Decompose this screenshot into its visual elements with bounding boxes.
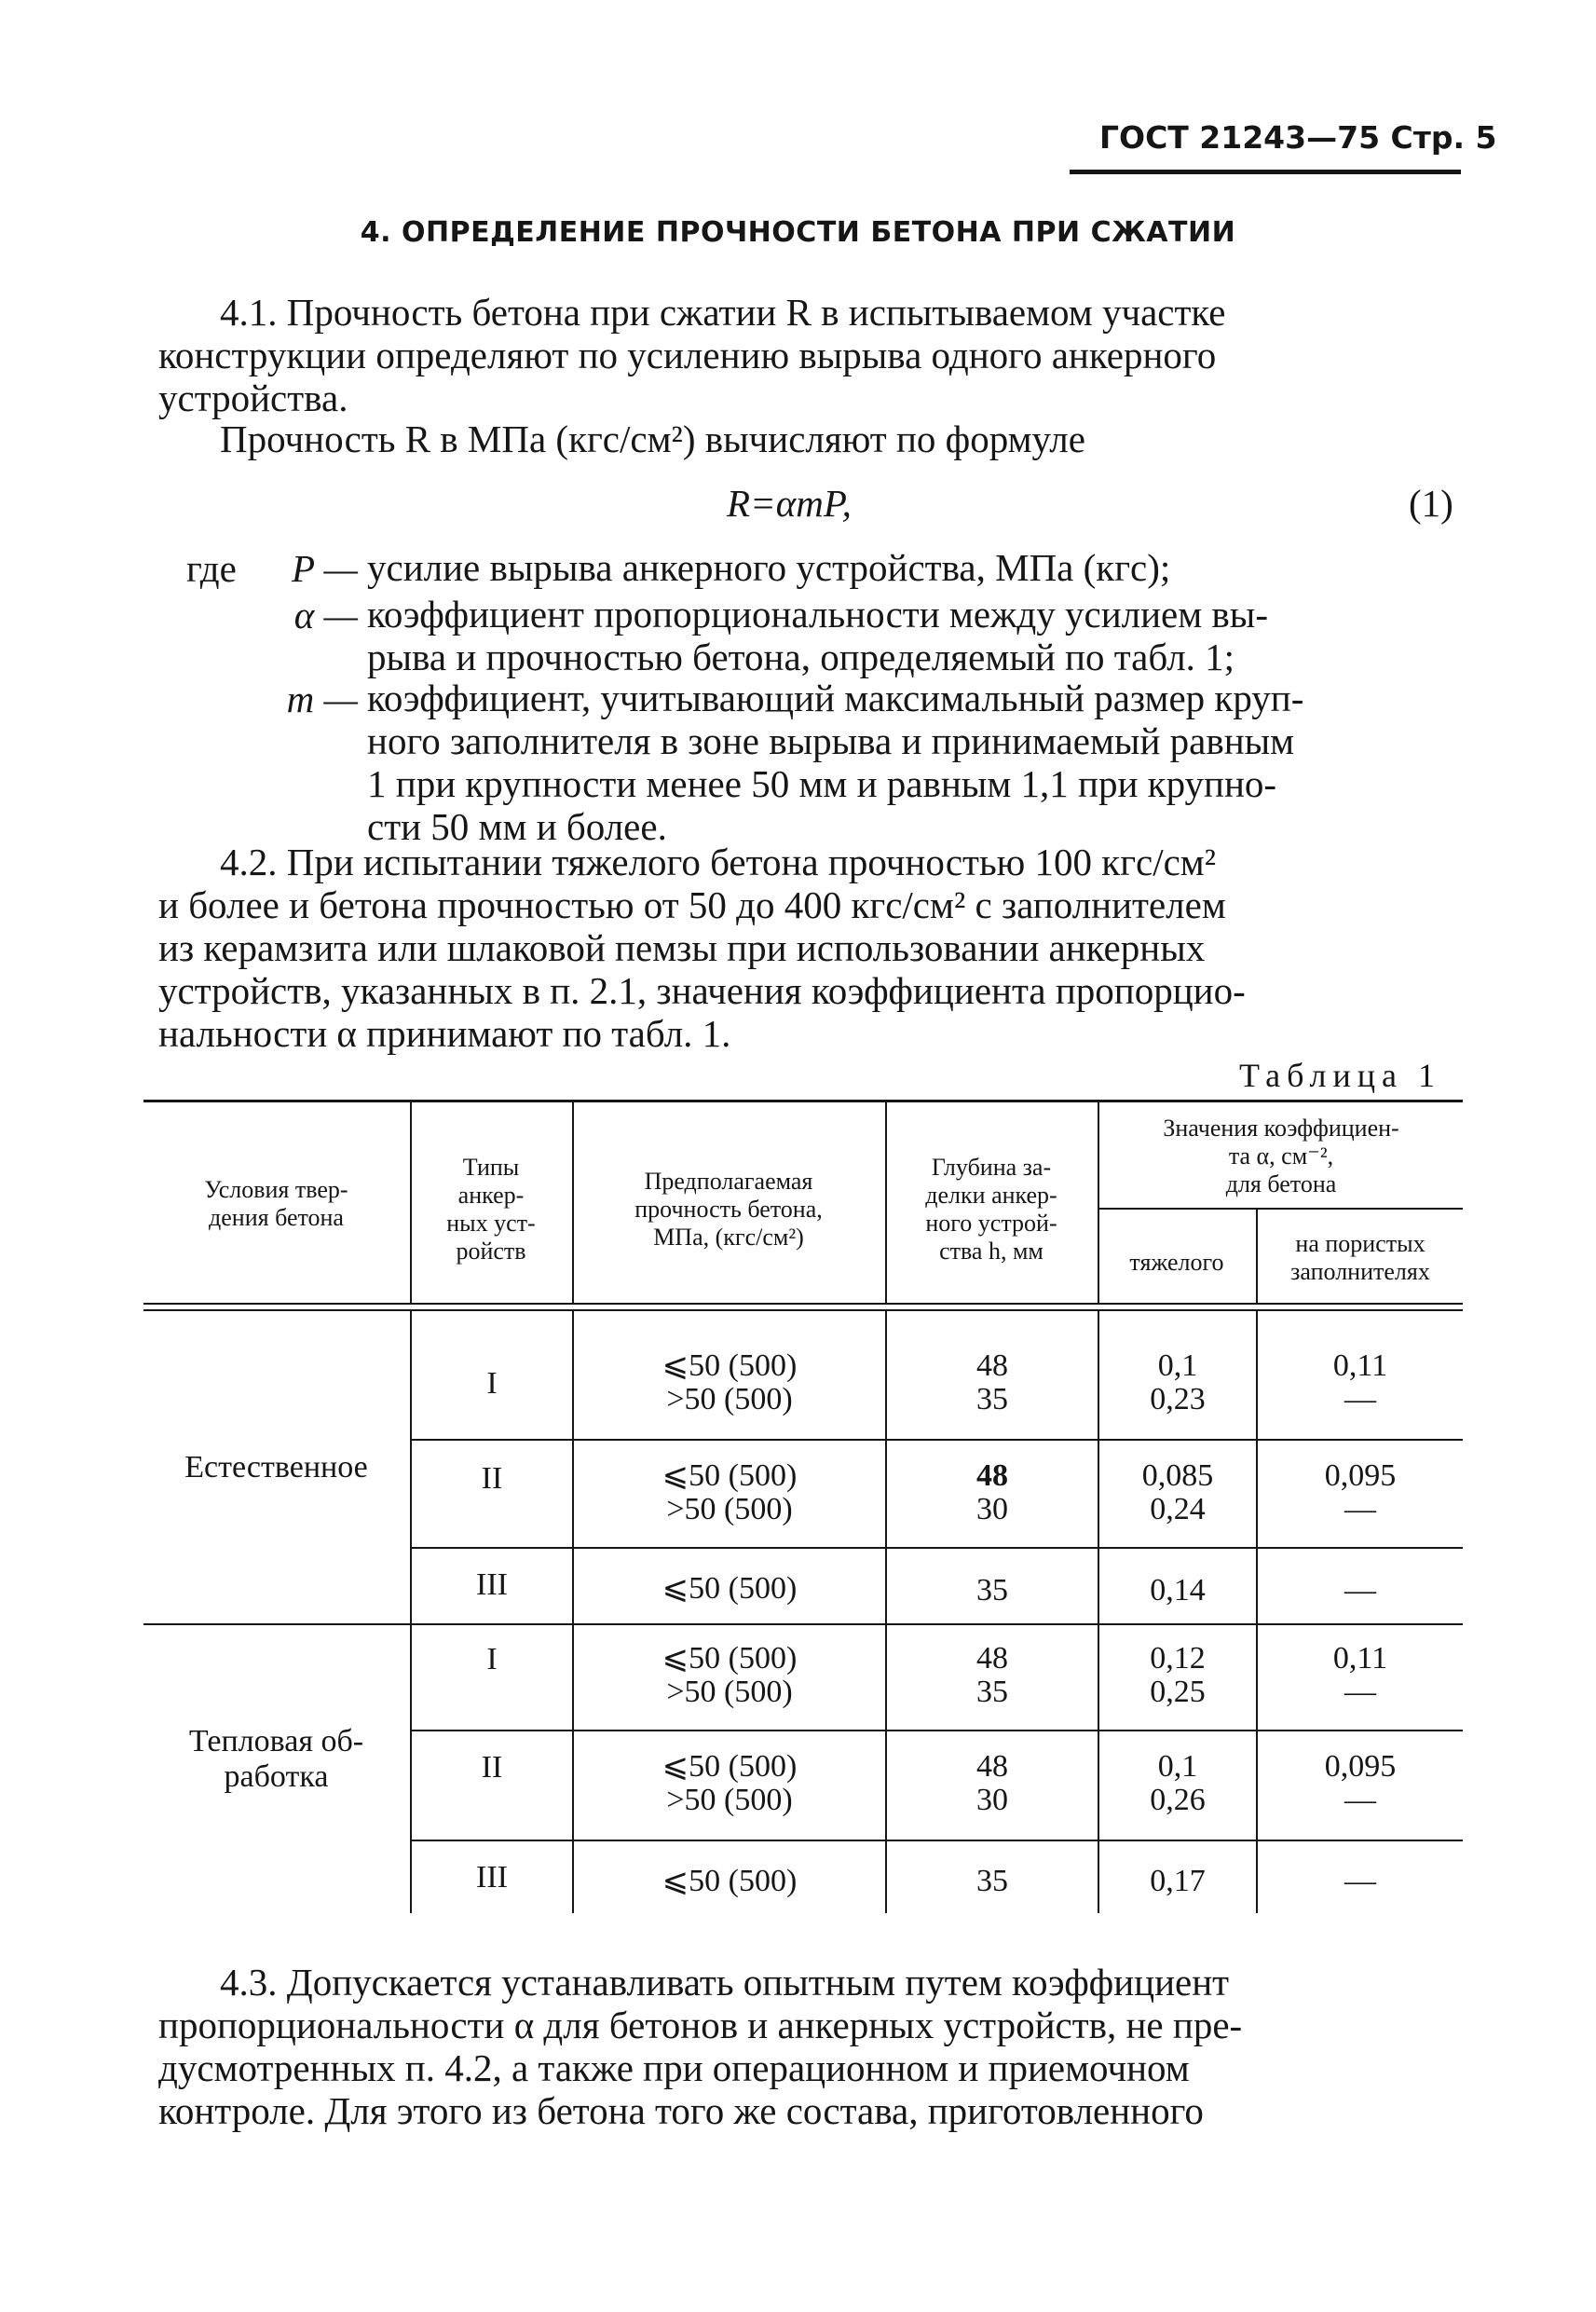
- g2-r1-type: I: [486, 1642, 498, 1676]
- def-symbol-m: m —: [286, 677, 358, 720]
- th-depth: Глубина за- делки анкер- ного устрой- ства h, мм: [925, 1154, 1057, 1265]
- vline-h1: [410, 1102, 412, 1303]
- th-coef: Значения коэффициен- та α, см⁻², для бетона: [1163, 1115, 1399, 1197]
- g1-r3-heavy: 0,14: [1150, 1573, 1206, 1607]
- g1-r3-depth: 35: [976, 1573, 1008, 1607]
- g1-r1-type: I: [486, 1366, 498, 1401]
- def-symbol-alpha: α —: [293, 594, 358, 636]
- g1-r3-type: III: [476, 1567, 508, 1602]
- g2-r2-depth-2: 30: [976, 1783, 1008, 1817]
- def-m-line-2: ного заполнителя в зоне вырыва и принимаемый равным: [367, 719, 1295, 762]
- g2-r3-porous: —: [1344, 1864, 1376, 1898]
- p42-line-4: устройств, указанных в п. 2.1, значения коэффициента пропорцио-: [158, 969, 1246, 1012]
- formula: R=αmP,: [727, 482, 852, 525]
- g2-r1-heavy-1: 0,12: [1150, 1641, 1206, 1676]
- g1-r1-strength: [574, 1349, 885, 1416]
- p41-line-2: конструкции определяют по усилению вырыва одного анкерного: [158, 334, 1217, 376]
- g1-r2-heavy-2: 0,24: [1150, 1492, 1206, 1526]
- g1-r1-heavy-2: 0,23: [1150, 1382, 1206, 1416]
- vline-h2: [572, 1102, 574, 1303]
- g1-r1-strength-2: >50 (500): [666, 1382, 793, 1416]
- group-condition-heat: Тепловая об- работка: [188, 1724, 364, 1794]
- page-header: ГОСТ 21243—75 Стр. 5: [1099, 119, 1497, 156]
- p43-line-4: контроле. Для этого из бетона того же состава, приготовленного: [158, 2089, 1204, 2132]
- g2-r2-type: II: [481, 1750, 503, 1785]
- g2-r1-porous-1: 0,11: [1332, 1641, 1388, 1676]
- g2-r2-strength-1: ⩽50 (500): [662, 1749, 798, 1784]
- g1-r2-strength-2: >50 (500): [666, 1492, 793, 1526]
- p42-line-2: и более и бетона прочностью от 50 до 400 кгс/см² с заполнителем: [158, 883, 1226, 926]
- g2-r1-porous: [1258, 1642, 1463, 1709]
- g2-r2-porous-1: 0,095: [1324, 1749, 1397, 1784]
- g2-r2-heavy: [1099, 1750, 1256, 1817]
- where-label: где: [186, 547, 237, 590]
- g2-r3-strength: ⩽50 (500): [662, 1864, 798, 1898]
- paragraph-4-2: [158, 841, 1463, 1055]
- g1-r2-heavy: [1099, 1459, 1256, 1526]
- p43-line-2: пропорциональности α для бетонов и анкерных устройств, не пре-: [158, 2004, 1243, 2046]
- g1-r2-depth: [887, 1459, 1098, 1526]
- g2-r1-heavy-2: 0,25: [1150, 1675, 1206, 1709]
- hsep-4: [412, 1840, 1463, 1841]
- g2-r2-depth-1: 48: [976, 1749, 1008, 1784]
- hsep-1: [412, 1439, 1463, 1441]
- g1-r1-heavy: [1099, 1349, 1256, 1416]
- vline-h3: [885, 1102, 887, 1303]
- th-heavy: тяжелого: [1129, 1249, 1224, 1276]
- g2-r2-depth: [887, 1750, 1098, 1817]
- def-m-line-3: 1 при крупности менее 50 мм и равным 1,1 при крупно-: [367, 762, 1277, 805]
- g1-r2-strength: [574, 1459, 885, 1526]
- table-header-rule-2: [143, 1309, 1463, 1311]
- g1-r1-depth-1: 48: [976, 1348, 1008, 1383]
- g2-r2-porous: [1258, 1750, 1463, 1817]
- table-header-rule-1: [143, 1303, 1463, 1305]
- g1-r1-porous: [1258, 1349, 1463, 1416]
- g1-r1-heavy-1: 0,1: [1157, 1348, 1198, 1383]
- g1-r2-porous-1: 0,095: [1324, 1458, 1397, 1493]
- def-symbol-p: P —: [291, 547, 358, 590]
- paragraph-4-3: [158, 1961, 1463, 2132]
- g1-r3-strength: ⩽50 (500): [662, 1571, 798, 1606]
- def-alpha-line-1: коэффициент пропорциональности между усилием вы-: [367, 593, 1268, 636]
- g1-r1-depth-2: 35: [976, 1382, 1008, 1416]
- def-m: [367, 677, 1463, 848]
- p42-line-3: из керамзита или шлаковой пемзы при использовании анкерных: [158, 926, 1206, 969]
- g2-r2-strength-2: >50 (500): [666, 1783, 793, 1817]
- paragraph-4-1: [158, 291, 1463, 419]
- header-rule: [1070, 170, 1461, 174]
- g1-r1-porous-2: —: [1344, 1382, 1376, 1416]
- p42-line-1: 4.2. При испытании тяжелого бетона прочностью 100 кгс/см²: [220, 841, 1217, 883]
- g1-r3-porous: —: [1344, 1573, 1376, 1607]
- g2-r2-heavy-1: 0,1: [1157, 1749, 1198, 1784]
- g2-r1-heavy: [1099, 1642, 1256, 1709]
- vline-h5: [1256, 1210, 1258, 1303]
- g1-r2-porous-2: —: [1344, 1492, 1376, 1526]
- th-strength: Предполагаемая прочность бетона, МПа, (кгс/см²): [634, 1168, 823, 1251]
- g1-r1-depth: [887, 1349, 1098, 1416]
- def-p: [367, 546, 1463, 589]
- g2-r3-type: III: [476, 1860, 508, 1895]
- g2-r1-depth-1: 48: [976, 1641, 1008, 1676]
- p41-formula-intro: Прочность R в МПа (кгс/см²) вычисляют по формуле: [220, 417, 1085, 460]
- def-alpha-line-2: рыва и прочностью бетона, определяемый по табл. 1;: [367, 636, 1235, 678]
- g1-r1-porous-1: 0,11: [1332, 1348, 1388, 1383]
- table-caption: Таблица 1: [1239, 1057, 1441, 1094]
- p41-line-3: устройства.: [158, 376, 348, 419]
- def-m-line-4: сти 50 мм и более.: [367, 805, 667, 848]
- p41-line-1: 4.1. Прочность бетона при сжатии R в испытываемом участке: [220, 291, 1226, 334]
- g2-r1-strength: [574, 1642, 885, 1709]
- th-types: Типы анкер- ных уст- ройств: [446, 1154, 536, 1265]
- g1-r1-strength-1: ⩽50 (500): [662, 1348, 798, 1383]
- g1-r2-type: II: [481, 1461, 503, 1496]
- g2-r3-depth: 35: [976, 1864, 1008, 1898]
- th-coef-rule: [1099, 1208, 1463, 1210]
- g2-r1-depth: [887, 1642, 1098, 1709]
- g2-r2-porous-2: —: [1344, 1783, 1376, 1817]
- g1-r2-strength-1: ⩽50 (500): [662, 1458, 798, 1493]
- g2-r1-depth-2: 35: [976, 1675, 1008, 1709]
- g2-r1-strength-2: >50 (500): [666, 1675, 793, 1709]
- g1-r2-depth-2: 30: [976, 1492, 1008, 1526]
- g2-r3-heavy: 0,17: [1150, 1864, 1206, 1898]
- th-conditions: Условия твер- дения бетона: [204, 1176, 348, 1231]
- table-top-rule: [143, 1100, 1463, 1102]
- p42-line-5: нальности α принимают по табл. 1.: [158, 1012, 731, 1055]
- def-alpha: [367, 593, 1463, 678]
- g2-r2-heavy-2: 0,26: [1150, 1783, 1206, 1817]
- g1-r2-heavy-1: 0,085: [1141, 1458, 1214, 1493]
- def-m-line-1: коэффициент, учитывающий максимальный размер круп-: [367, 677, 1304, 719]
- vline-h4: [1098, 1102, 1099, 1303]
- hsep-2: [412, 1547, 1463, 1549]
- hsep-group: [143, 1623, 1463, 1625]
- hsep-3: [412, 1730, 1463, 1731]
- formula-number: (1): [1409, 482, 1453, 525]
- g2-r2-strength: [574, 1750, 885, 1817]
- p43-line-1: 4.3. Допускается устанавливать опытным путем коэффициент: [220, 1961, 1230, 2004]
- g2-r1-strength-1: ⩽50 (500): [662, 1641, 798, 1676]
- g2-r1-porous-2: —: [1344, 1675, 1376, 1709]
- p43-line-3: дусмотренных п. 4.2, а также при операционном и приемочном: [158, 2046, 1190, 2089]
- section-title: 4. ОПРЕДЕЛЕНИЕ ПРОЧНОСТИ БЕТОНА ПРИ СЖАТИИ: [360, 216, 1236, 249]
- def-p-line-1: усилие вырыва анкерного устройства, МПа (кгс);: [367, 546, 1171, 589]
- g1-r2-depth-1: 48: [976, 1458, 1008, 1493]
- th-porous: на пористых заполнителях: [1290, 1230, 1430, 1285]
- g1-r2-porous: [1258, 1459, 1463, 1526]
- group-condition-natural: Естественное: [184, 1450, 368, 1484]
